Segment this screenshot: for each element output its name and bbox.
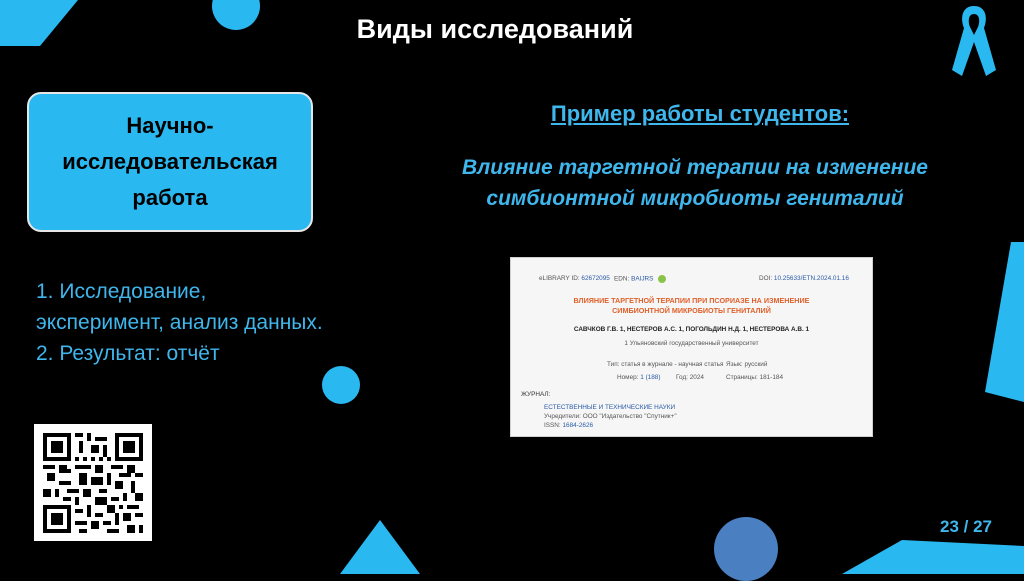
paper-issue-link[interactable]: 1 (188) (640, 374, 661, 381)
edn (614, 275, 666, 283)
journal-name-link[interactable]: ЕСТЕСТВЕННЫЕ И ТЕХНИЧЕСКИЕ НАУКИ (544, 404, 676, 411)
paper-year-value: 2024 (689, 374, 704, 381)
paper-year (676, 374, 704, 381)
journal-founders-value: ООО "Издательство "Спутник+" (582, 413, 677, 420)
journal-founders (544, 413, 677, 420)
doi-link[interactable]: 10.25633/ETN.2024.01.16 (773, 275, 849, 282)
paper-year-label: Год: (676, 374, 688, 381)
paper-language-label: Язык: (726, 361, 743, 368)
journal-founders-label: Учредители: (544, 413, 581, 420)
step-item: 2. Результат: отчёт (36, 342, 220, 365)
paper-issue (617, 374, 660, 381)
paper-pages-label: Страницы: (726, 374, 758, 381)
paper-issue-label: Номер: (617, 374, 639, 381)
paper-type-label: Тип: (607, 361, 620, 368)
decor-circle-bottom (714, 517, 778, 581)
journal-issn-link[interactable]: 1684-2626 (562, 422, 594, 429)
slide-title: Виды исследований (356, 14, 634, 44)
doi-label: DOI: (759, 275, 773, 282)
research-type-box (27, 92, 313, 232)
decor-shape-bottom-right (842, 540, 1024, 574)
paper-title-line2: СИМБИОНТНОЙ МИКРОБИОТЫ ГЕНИТАЛИЙ (612, 306, 771, 315)
research-steps-list (36, 276, 326, 369)
elibrary-id-link[interactable]: 62672095 (581, 275, 610, 282)
page-number: 23 / 27 (940, 517, 992, 536)
paper-pages (726, 374, 783, 381)
elibrary-id (539, 275, 610, 282)
decor-shape-bottom-left (340, 520, 420, 574)
example-title: Влияние таргетной терапии на изменение симбионтной микробиоты гениталий (462, 156, 928, 210)
journal-issn-label: ISSN: (544, 422, 561, 429)
edn-badge-icon (658, 275, 666, 283)
step-item: 1. Исследование, эксперимент, анализ данных. (36, 280, 323, 334)
journal-issn (544, 422, 593, 429)
edn-link[interactable]: BAIJRS (631, 275, 654, 283)
decor-circle-middle (322, 366, 360, 404)
paper-language (726, 361, 767, 368)
journal-label: ЖУРНАЛ: (521, 391, 551, 398)
edn-label: EDN: (614, 275, 630, 283)
qr-code[interactable] (34, 424, 152, 541)
paper-language-value: русский (744, 361, 768, 368)
paper-type (607, 361, 723, 368)
paper-pages-value: 181-184 (759, 374, 784, 381)
paper-type-value: статья в журнале - научная статья (621, 361, 724, 368)
paper-card (510, 257, 873, 437)
example-heading: Пример работы студентов: (550, 101, 850, 126)
doi (759, 275, 849, 282)
qr-code-icon (43, 433, 143, 533)
elibrary-id-label: eLIBRARY ID: (539, 275, 580, 282)
decor-shape-right (985, 242, 1024, 402)
research-type-label: Научно-исследовательская работа (62, 113, 278, 210)
paper-affiliation: 1 Ульяновский государственный университет (624, 340, 759, 347)
paper-authors[interactable]: САВЧКОВ Г.В. 1, НЕСТЕРОВ А.С. 1, ПОГОЛЬДИН Н.Д. 1, НЕСТЕРОВА А.В. 1 (573, 326, 810, 333)
paper-title-line1: ВЛИЯНИЕ ТАРГЕТНОЙ ТЕРАПИИ ПРИ ПСОРИАЗЕ НА ИЗМЕНЕНИЕ (573, 296, 810, 305)
